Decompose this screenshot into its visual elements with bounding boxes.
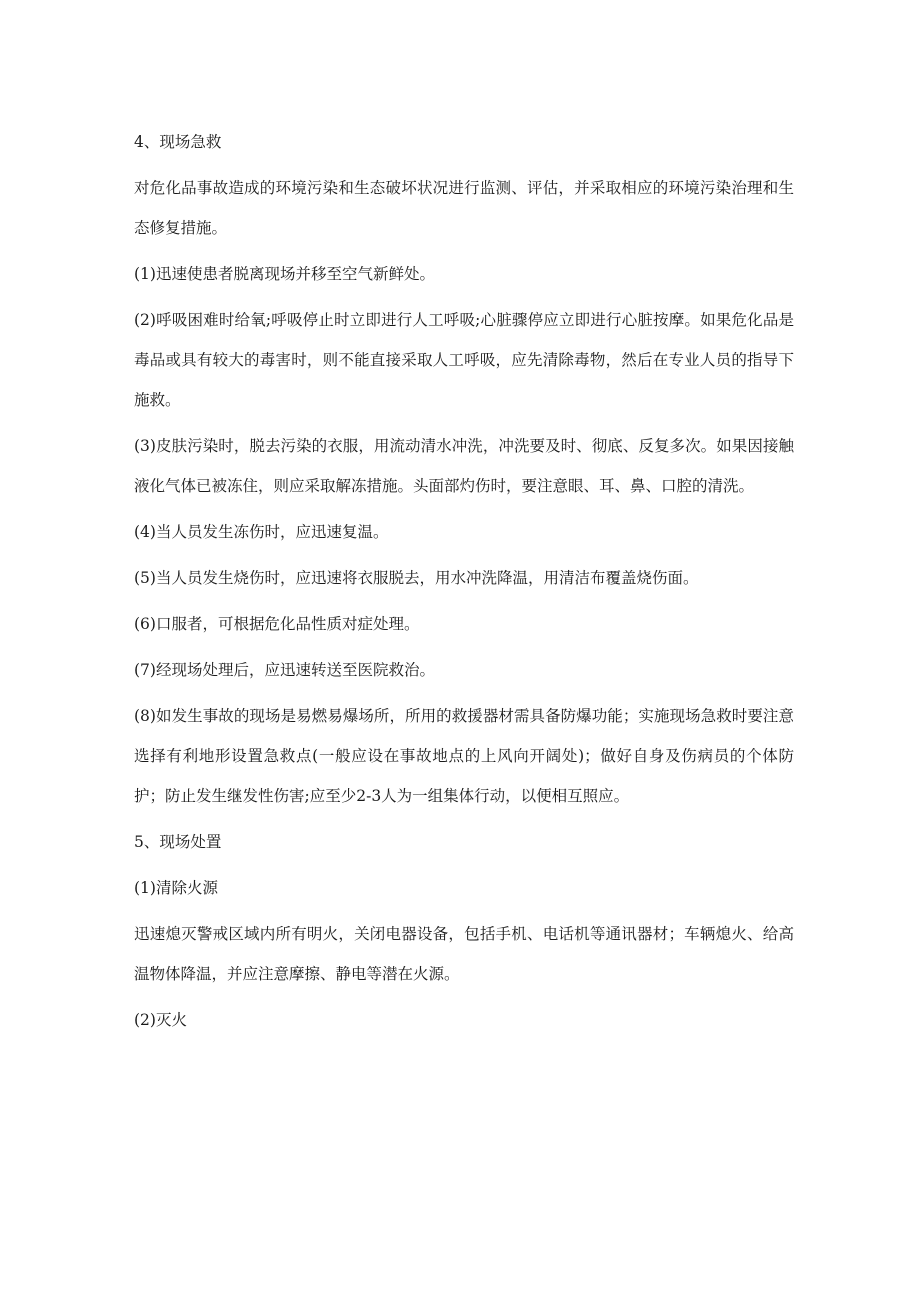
section-heading-first-aid: 4、现场急救 <box>134 133 222 151</box>
document-body <box>134 122 794 1046</box>
paragraph: 迅速熄灭警戒区域内所有明火，关闭电器设备，包括手机、电话机等通讯器材；车辆熄火、给高温物体降温，并应注意摩擦、静电等潜在火源。 <box>134 925 794 983</box>
list-item: (2)灭火 <box>134 1011 187 1029</box>
list-item: (1)清除火源 <box>134 879 218 897</box>
section-heading-on-site-disposal: 5、现场处置 <box>134 833 222 851</box>
list-item: (5)当人员发生烧伤时，应迅速将衣服脱去，用水冲洗降温，用清洁布覆盖烧伤面。 <box>134 569 699 587</box>
list-item: (3)皮肤污染时，脱去污染的衣服，用流动清水冲洗，冲洗要及时、彻底、反复多次。如果因接触液化气体已被冻住，则应采取解冻措施。头面部灼伤时，要注意眼、耳、鼻、口腔的清洗。 <box>134 437 794 495</box>
list-item: (8)如发生事故的现场是易燃易爆场所，所用的救援器材需具备防爆功能；实施现场急救时要注意选择有利地形设置急救点(一般应设在事故地点的上风向开阔处)；做好自身及伤病员的个体防护；防止发生继发性伤害;应至少2-3人为一组集体行动，以便相互照应。 <box>134 707 794 805</box>
list-item: (2)呼吸困难时给氧;呼吸停止时立即进行人工呼吸;心脏骤停应立即进行心脏按摩。如果危化品是毒品或具有较大的毒害时，则不能直接采取人工呼吸，应先清除毒物，然后在专业人员的指导下施救。 <box>134 311 794 409</box>
list-item: (6)口服者，可根据危化品性质对症处理。 <box>134 615 420 633</box>
list-item: (1)迅速使患者脱离现场并移至空气新鲜处。 <box>134 265 435 283</box>
list-item: (7)经现场处理后，应迅速转送至医院救治。 <box>134 661 435 679</box>
paragraph: 对危化品事故造成的环境污染和生态破坏状况进行监测、评估，并采取相应的环境污染治理和生态修复措施。 <box>134 179 794 237</box>
list-item: (4)当人员发生冻伤时，应迅速复温。 <box>134 523 389 541</box>
